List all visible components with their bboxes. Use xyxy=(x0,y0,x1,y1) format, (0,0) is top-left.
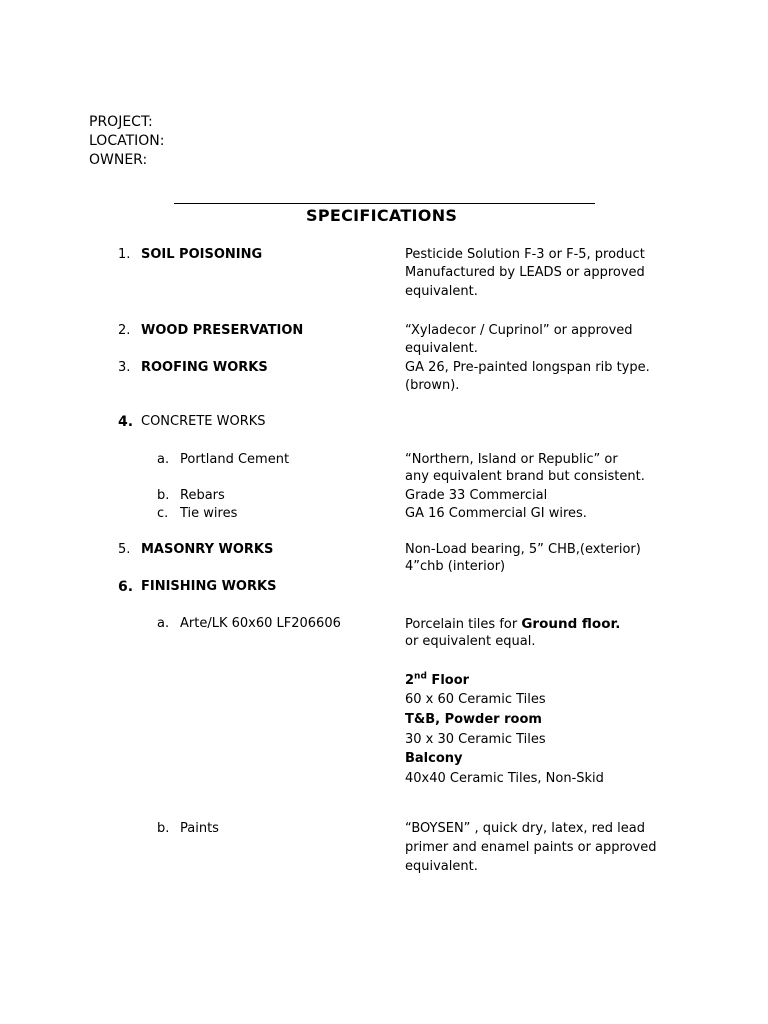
paints-desc-line2: primer and enamel paints or approved xyxy=(405,840,657,855)
portland-cement-label: Portland Cement xyxy=(180,452,290,467)
second-floor-desc: 60 x 60 Ceramic Tiles xyxy=(405,692,546,707)
soil-desc-line3: equivalent. xyxy=(405,284,478,299)
tie-wires-desc: GA 16 Commercial GI wires. xyxy=(405,506,587,521)
owner-label: OWNER: xyxy=(89,152,148,168)
soil-poisoning-heading: SOIL POISONING xyxy=(141,247,263,262)
roofing-works-heading: ROOFING WORKS xyxy=(141,360,268,375)
item-number: 4. xyxy=(118,414,134,430)
item-number: 3. xyxy=(118,360,131,375)
rebars-label: Rebars xyxy=(180,488,225,503)
cement-desc-line1: “Northern, Island or Republic” or xyxy=(405,452,618,467)
second-floor-heading xyxy=(405,672,469,690)
second-floor-sup: nd xyxy=(414,671,427,682)
item-number: 1. xyxy=(118,247,131,262)
tie-wires-label: Tie wires xyxy=(180,506,238,521)
rebars-desc: Grade 33 Commercial xyxy=(405,488,548,503)
wood-desc-line1: “Xyladecor / Cuprinol” or approved xyxy=(405,323,633,338)
sub-item-letter: b. xyxy=(157,488,170,503)
wood-preservation-heading: WOOD PRESERVATION xyxy=(141,323,304,338)
paints-desc-line3: equivalent. xyxy=(405,859,478,874)
roofing-desc-line1: GA 26, Pre-painted longspan rib type. xyxy=(405,360,650,375)
ground-floor-label: Ground floor. xyxy=(521,616,621,632)
balcony-desc: 40x40 Ceramic Tiles, Non-Skid xyxy=(405,771,604,786)
paints-desc-line1: “BOYSEN” , quick dry, latex, red lead xyxy=(405,821,645,836)
item-number: 2. xyxy=(118,323,131,338)
item-number: 5. xyxy=(118,542,131,557)
soil-desc-line1: Pesticide Solution F-3 or F-5, product xyxy=(405,247,645,262)
arte-tiles-label: Arte/LK 60x60 LF206606 xyxy=(180,616,341,631)
porcelain-desc-line2: or equivalent equal. xyxy=(405,634,536,649)
masonry-desc-line1: Non-Load bearing, 5” CHB,(exterior) xyxy=(405,542,641,557)
roofing-desc-line2: (brown). xyxy=(405,378,460,393)
paints-label: Paints xyxy=(180,821,219,836)
balcony-heading: Balcony xyxy=(405,751,463,766)
masonry-works-heading: MASONRY WORKS xyxy=(141,542,274,557)
soil-desc-line2: Manufactured by LEADS or approved xyxy=(405,265,645,280)
sub-item-letter: a. xyxy=(157,452,170,467)
project-label: PROJECT: xyxy=(89,114,153,130)
finishing-works-heading: FINISHING WORKS xyxy=(141,579,277,594)
location-label: LOCATION: xyxy=(89,133,165,149)
divider-line xyxy=(174,203,595,204)
cement-desc-line2: any equivalent brand but consistent. xyxy=(405,469,645,484)
page-title: SPECIFICATIONS xyxy=(306,206,458,225)
tb-powder-room-desc: 30 x 30 Ceramic Tiles xyxy=(405,732,546,747)
sub-item-letter: b. xyxy=(157,821,170,836)
masonry-desc-line2: 4”chb (interior) xyxy=(405,559,506,574)
sub-item-letter: a. xyxy=(157,616,170,631)
item-number: 6. xyxy=(118,579,134,595)
wood-desc-line2: equivalent. xyxy=(405,341,478,356)
sub-item-letter: c. xyxy=(157,506,169,521)
porcelain-desc-prefix: Porcelain tiles for xyxy=(405,617,522,632)
porcelain-desc-line1 xyxy=(405,615,620,634)
second-floor-num: 2 xyxy=(405,673,415,688)
concrete-works-heading: CONCRETE WORKS xyxy=(141,414,266,429)
tb-powder-room-heading: T&B, Powder room xyxy=(405,712,542,727)
second-floor-word: Floor xyxy=(426,673,470,688)
